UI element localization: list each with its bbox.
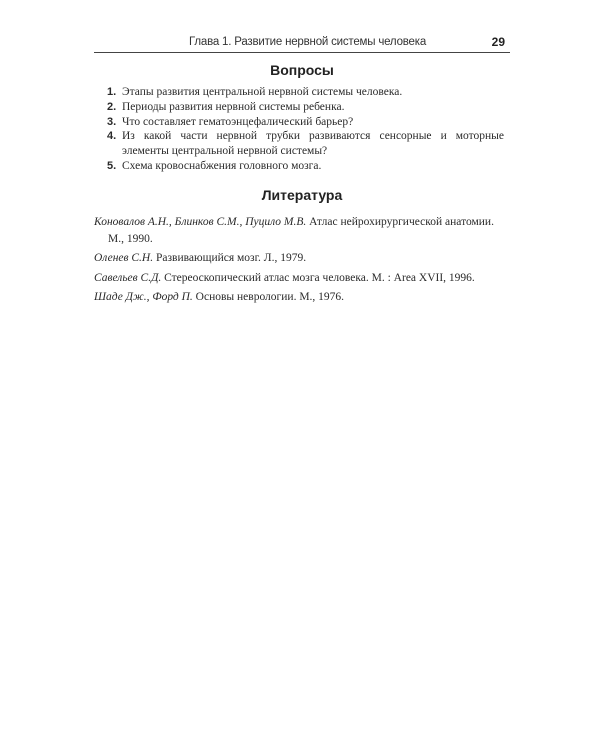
question-text: Этапы развития центральной нервной системы человека. — [122, 86, 403, 98]
question-number: 3. — [107, 115, 117, 128]
questions-heading: Вопросы — [270, 62, 334, 78]
question-text: Из какой части нервной трубки развиваются сенсорные и моторные элементы центральной нервной системы? — [122, 130, 504, 158]
literature-item — [94, 214, 510, 247]
literature-item — [94, 289, 510, 306]
literature-authors: Шаде Дж., Форд П. — [94, 291, 193, 303]
literature-title: Основы неврологии. М., 1976. — [192, 291, 345, 303]
literature-title: Атлас нейрохирургической анатомии. М., 1990. — [108, 216, 494, 245]
question-item — [104, 129, 504, 159]
literature-list — [94, 214, 510, 309]
literature-authors: Савельев С.Д. — [94, 271, 162, 284]
question-number: 4. — [107, 130, 117, 143]
literature-heading: Литература — [261, 187, 343, 203]
question-item — [104, 115, 504, 130]
question-number: 2. — [107, 100, 117, 113]
question-text: Периоды развития нервной системы ребенка. — [122, 100, 345, 113]
running-title: Глава 1. Развитие нервной системы человека — [189, 36, 427, 48]
page-number: 29 — [491, 35, 505, 49]
literature-authors: Оленев С.Н. — [94, 252, 154, 264]
question-number: 1. — [107, 86, 117, 98]
question-item — [104, 85, 504, 100]
question-item — [104, 100, 504, 115]
literature-title: Развивающийся мозг. Л., 1979. — [153, 252, 307, 264]
running-header — [94, 36, 510, 53]
question-item — [104, 159, 504, 174]
literature-item — [94, 250, 510, 267]
literature-item — [94, 270, 510, 287]
question-text: Что составляет гематоэнцефалический барьер? — [122, 115, 354, 128]
literature-authors: Коновалов А.Н., Блинков С.М., Пуцило М.В. — [94, 216, 307, 228]
question-text: Схема кровоснабжения головного мозга. — [122, 159, 322, 172]
literature-title: Стереоскопический атлас мозга человека. М. : Area XVII, 1996. — [161, 271, 475, 284]
question-number: 5. — [107, 159, 117, 172]
questions-list — [104, 85, 504, 174]
